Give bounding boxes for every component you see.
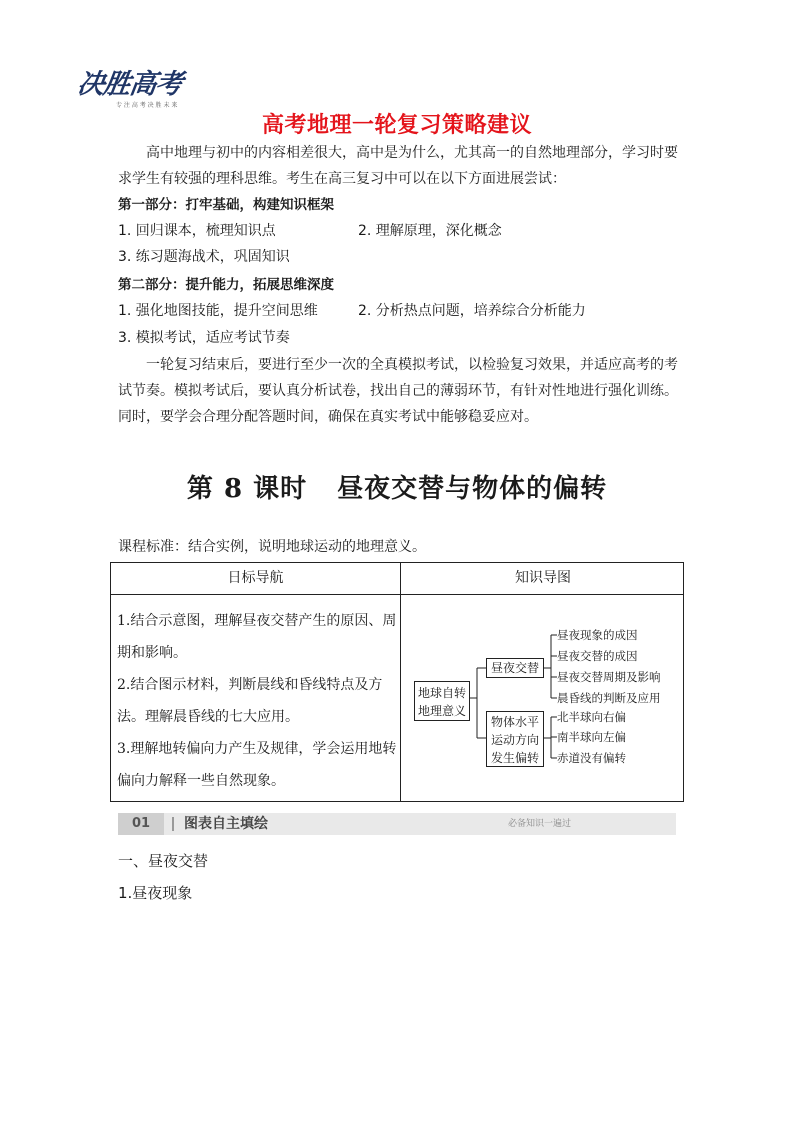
mind-map-leaf: 赤道没有偏转 [557, 751, 626, 765]
part1-item: 1. 回归课本，梳理知识点 [118, 223, 276, 239]
part2-heading: 第二部分：提升能力，拓展思维深度 [118, 277, 334, 293]
section-number: 01 [118, 813, 164, 835]
main-title: 高考地理一轮复习策略建议 [261, 113, 532, 138]
logo-subtitle: 专 注 高 考 决 胜 未 来 [116, 102, 178, 109]
goals-table [110, 562, 684, 802]
part1-item: 3. 练习题海战术，巩固知识 [118, 249, 290, 265]
table-header-goals: 日标导航 [227, 570, 284, 586]
mind-map-leaf: 昼夜交替的成因 [557, 649, 638, 663]
mind-map [411, 623, 681, 773]
goal-item: 3.理解地转偏向力产生及规律，学会运用地转偏向力解释一些自然现象。 [117, 741, 397, 789]
goal-item: 2.结合图示材料，判断晨线和昏线特点及方法。理解晨昏线的七大应用。 [117, 677, 383, 725]
part2-item: 1. 强化地图技能，提升空间思维 [118, 303, 318, 319]
table-divider [400, 563, 401, 801]
goals-list [117, 605, 399, 797]
goal-item: 1.结合示意图，理解昼夜交替产生的原因、周期和影响。 [117, 613, 397, 661]
lesson-number: 第 8 课时 [186, 474, 308, 504]
part2-item: 3. 模拟考试，适应考试节奏 [118, 330, 290, 346]
section-marker [172, 817, 174, 831]
heading-day-night-phenomenon: 1.昼夜现象 [118, 884, 193, 902]
table-divider [111, 594, 683, 595]
logo-text: 决胜高考 [75, 69, 184, 100]
closing-paragraph: 一轮复习结束后，要进行至少一次的全真模拟考试，以检验复习效果，并适应高考的考试节奏。模拟考试后，要认真分析试卷，找出自己的薄弱环节，有针对性地进行强化训练。同时，要学会合理分配答题时间，确保在真实考试中能够稳妥应对。 [118, 357, 678, 425]
heading-day-night-alternation: 一、昼夜交替 [118, 852, 209, 870]
mind-map-leaf: 北半球向右偏 [557, 710, 626, 724]
part2-item: 2. 分析热点问题，培养综合分析能力 [358, 303, 586, 319]
mind-map-branch-day-night: 昼夜交替 [486, 658, 544, 678]
section-tagline: 必备知识一遍过 [508, 819, 572, 829]
mind-map-leaf: 晨昏线的判断及应用 [557, 691, 661, 705]
mind-map-leaf: 昼夜现象的成因 [557, 628, 638, 642]
table-header-mindmap: 知识导图 [515, 570, 571, 586]
mind-map-branch-deflection: 物体水平运动方向发生偏转 [486, 711, 544, 767]
mind-map-root: 地球自转地理意义 [414, 681, 470, 721]
part1-heading: 第一部分：打牢基础，构建知识框架 [118, 197, 334, 213]
lesson-name: 昼夜交替与物体的偏转 [337, 474, 608, 504]
section-bar [118, 813, 676, 835]
mind-map-leaf: 昼夜交替周期及影响 [557, 670, 661, 684]
intro-paragraph: 高中地理与初中的内容相差很大，高中是为什么，尤其高一的自然地理部分，学习时要求学生有较强的理科思维。考生在高三复习中可以在以下方面进展尝试： [118, 145, 678, 187]
course-standard: 课程标准：结合实例，说明地球运动的地理意义。 [118, 539, 426, 555]
section-title: 图表自主填绘 [184, 816, 268, 832]
mind-map-leaf: 南半球向左偏 [557, 730, 626, 744]
part1-item: 2. 理解原理，深化概念 [358, 223, 502, 239]
lesson-title [0, 468, 794, 505]
